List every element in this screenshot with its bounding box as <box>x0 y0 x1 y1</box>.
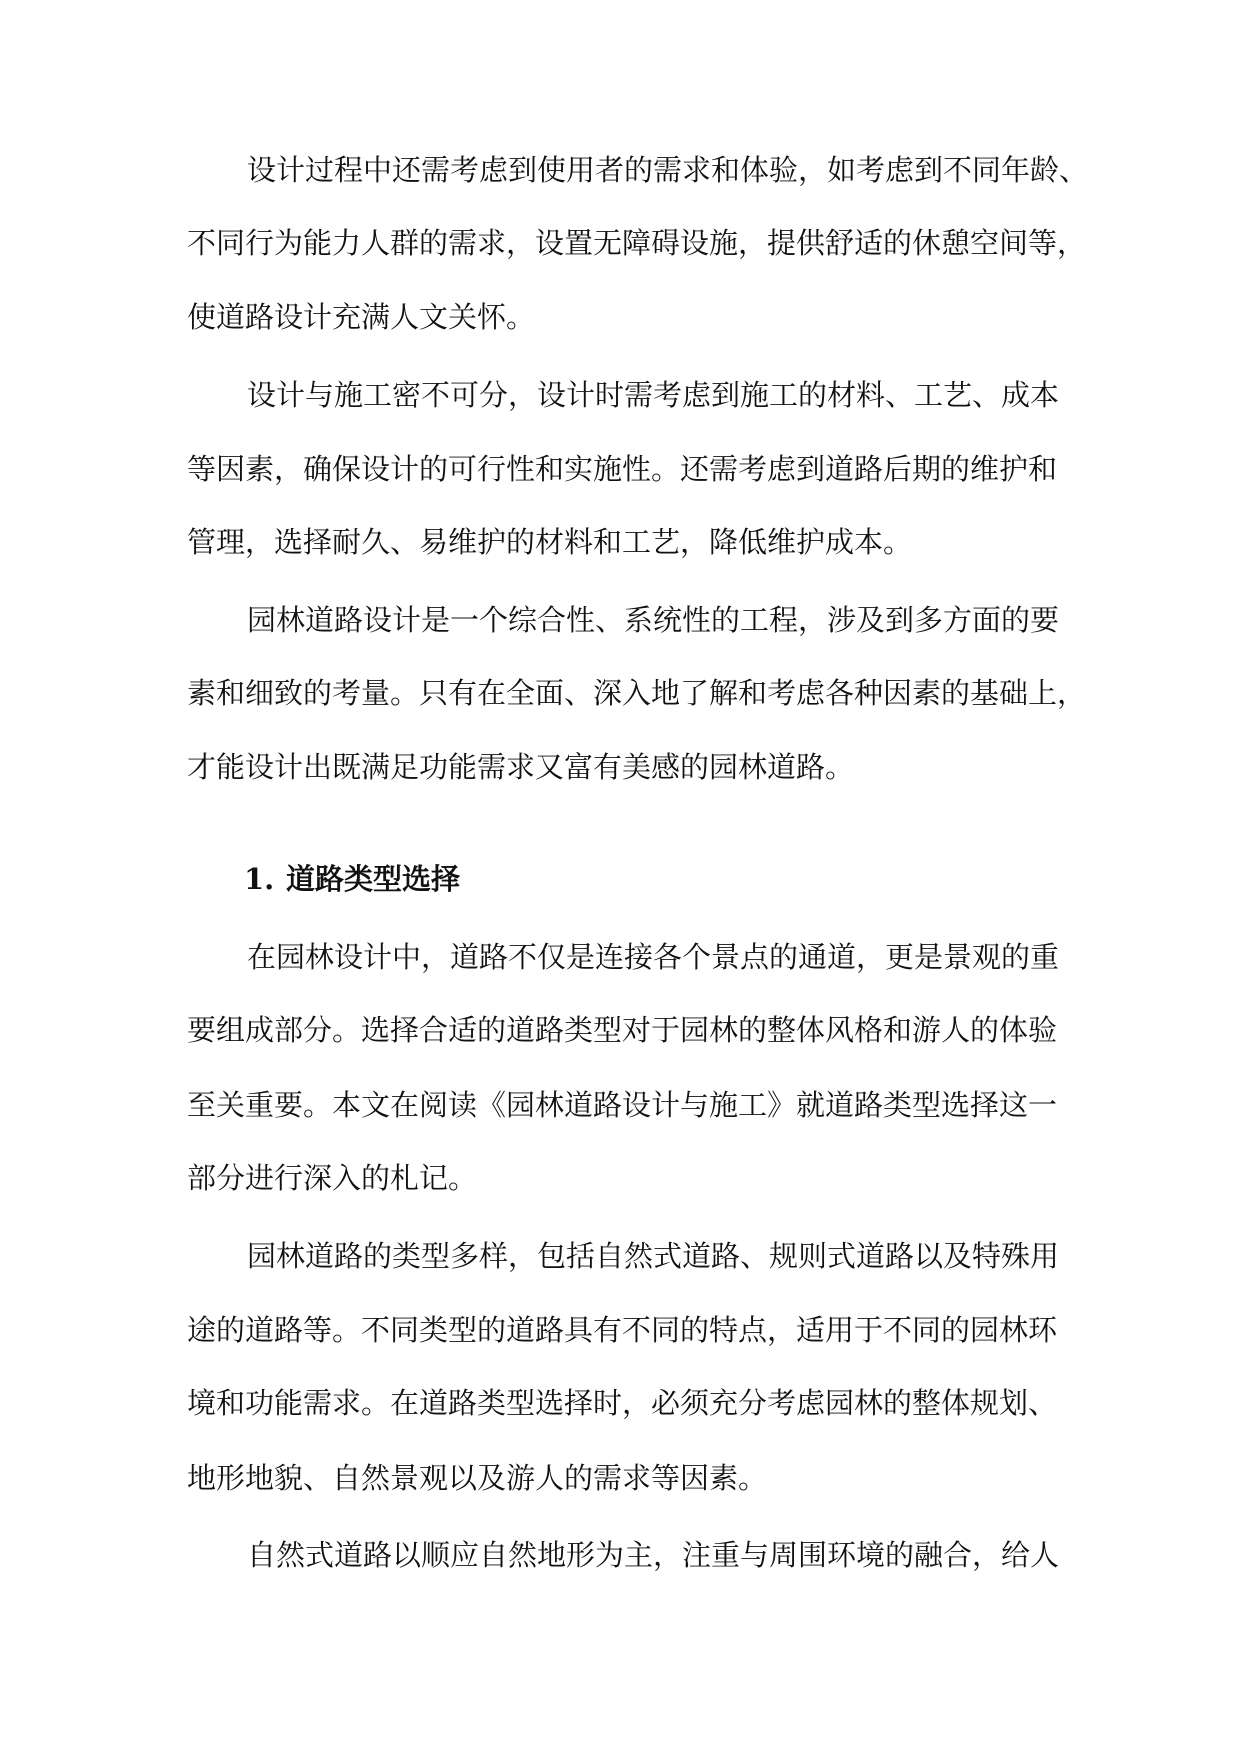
paragraph-line: 素和细致的考量。只有在全面、深入地了解和考虑各种因素的基础上， <box>187 676 1087 710</box>
paragraph-line: 园林道路的类型多样，包括自然式道路、规则式道路以及特殊用 <box>247 1239 1060 1273</box>
section-title: 道路类型选择 <box>286 862 461 896</box>
paragraph-line: 使道路设计充满人文关怀。 <box>187 300 536 334</box>
paragraph-line: 设计过程中还需考虑到使用者的需求和体验，如考虑到不同年龄、 <box>247 153 1089 187</box>
paragraph-line: 园林道路设计是一个综合性、系统性的工程，涉及到多方面的要 <box>247 603 1060 637</box>
paragraph-line: 在园林设计中，道路不仅是连接各个景点的通道，更是景观的重 <box>247 940 1060 974</box>
paragraph-line: 自然式道路以顺应自然地形为主，注重与周围环境的融合，给人 <box>247 1538 1060 1572</box>
section-heading <box>244 859 460 899</box>
paragraph-line: 等因素，确保设计的可行性和实施性。还需考虑到道路后期的维护和 <box>187 452 1058 486</box>
paragraph-line: 境和功能需求。在道路类型选择时，必须充分考虑园林的整体规划、 <box>187 1386 1058 1420</box>
paragraph-line: 管理，选择耐久、易维护的材料和工艺，降低维护成本。 <box>187 525 913 559</box>
paragraph-line: 地形地貌、自然景观以及游人的需求等因素。 <box>187 1461 768 1495</box>
paragraph-line: 要组成部分。选择合适的道路类型对于园林的整体风格和游人的体验 <box>187 1013 1058 1047</box>
section-number: 1. <box>244 862 275 896</box>
paragraph-line: 才能设计出既满足功能需求又富有美感的园林道路。 <box>187 750 855 784</box>
paragraph-line: 设计与施工密不可分，设计时需考虑到施工的材料、工艺、成本 <box>247 378 1060 412</box>
paragraph-line: 至关重要。本文在阅读《园林道路设计与施工》就道路类型选择这一 <box>187 1088 1058 1122</box>
paragraph-line: 不同行为能力人群的需求，设置无障碍设施，提供舒适的休憩空间等， <box>187 226 1087 260</box>
paragraph-line: 部分进行深入的札记。 <box>187 1161 478 1195</box>
paragraph-line: 途的道路等。不同类型的道路具有不同的特点，适用于不同的园林环 <box>187 1313 1058 1347</box>
